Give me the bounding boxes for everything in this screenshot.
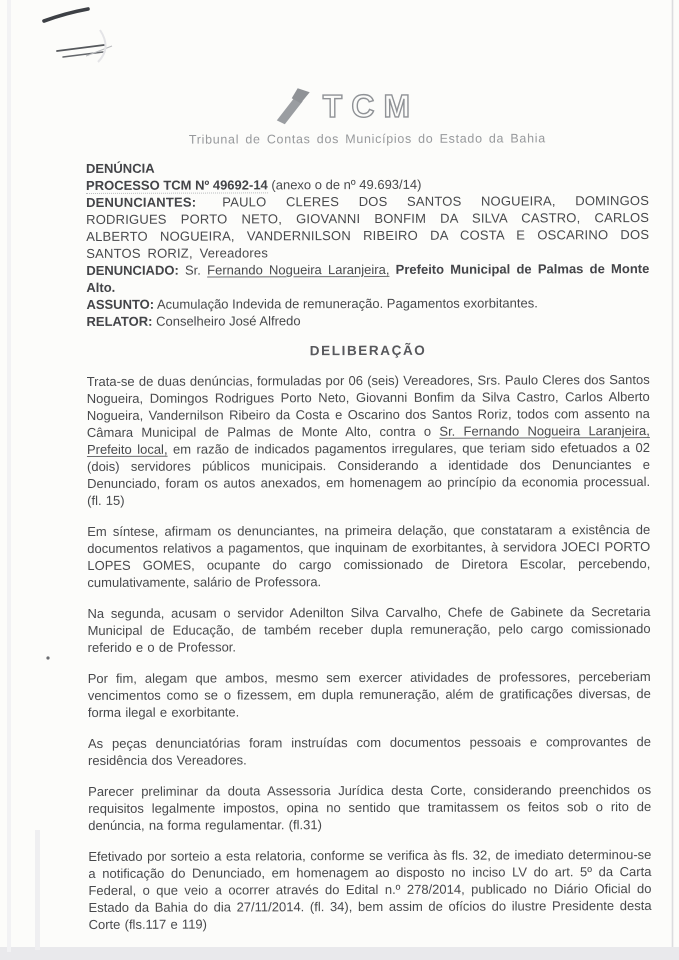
svg-text:TCM: TCM (322, 87, 419, 125)
denunciantes-label: DENUNCIANTES: (86, 194, 197, 210)
denuncia-label: DENÚNCIA (85, 160, 155, 176)
assunto-text: Acumulação Indevida de remuneração. Pagamentos exorbitantes. (154, 295, 538, 312)
denunciado-prefix: Sr. (178, 262, 208, 278)
denunciantes-line (86, 192, 649, 262)
process-metadata (86, 158, 650, 330)
assunto-line (86, 294, 649, 313)
paragraph-6: Parecer preliminar da douta Assessoria Jurídica desta Corte, considerando preenchidos os requisitos legalmente impostos, opina no sentido que tramitassem os feitos sob o rito de denúncia, na forma regulamentar. (fl.31) (88, 782, 652, 833)
assunto-label: ASSUNTO: (86, 296, 155, 312)
paragraph-1-text: Trata-se de duas denúncias, formuladas por 06 (seis) Vereadores, Srs. Paulo Cleres dos Santos Nogueira, Domingos Rodrigues Porto Neto, Giovanni Bonfim da Silva Castro, Carlos Alberto Nogueira, Vandernilson Ribeiro da Costa e Oscarino dos Santos Roriz, todos com assento na Câmara Municipal de Palmas de Monte Alto, contra o (86, 372, 650, 440)
pen-stroke-icon (44, 9, 88, 21)
paragraph-1-text: em razão de indicados pagamentos irregulares, que teriam sido efetuados a 02 (dois) servidores públicos municipais. Considerando a identidade dos Denunciantes e Denunciado, foram os autos anexados, em homenagem ao princípio da economia processual. (fl. 15) (86, 440, 651, 508)
paragraph-3: Na segunda, acusam o servidor Adenilton Silva Carvalho, Chefe de Gabinete da Secretaria Municipal de Educação, de também receber dupla remuneração, pelo cargo comissionado referido e o de Professor. (87, 604, 651, 655)
relator-text: Conselheiro José Alfredo (152, 313, 301, 329)
deliberacao-body (87, 371, 652, 933)
tcm-logo-icon (264, 84, 470, 127)
paragraph-1-underlined: Sr. Fernando Nogueira Laranjeira, Prefeito local, (86, 423, 650, 457)
denuncia-heading (86, 158, 649, 177)
scan-left-streak (7, 0, 11, 952)
deliberacao-title: DELIBERAÇÃO (309, 342, 427, 359)
paragraph-1 (87, 371, 650, 509)
relator-label: RELATOR: (86, 313, 153, 329)
denunciado-title: Prefeito Municipal de Palmas de Monte Alto. (86, 261, 650, 295)
denunciado-line (86, 260, 649, 296)
denunciado-name: Fernando Nogueira Laranjeira, (207, 261, 390, 278)
relator-line (86, 311, 649, 330)
paragraph-4: Por fim, alegam que ambos, mesmo sem exercer atividades de professores, perceberiam vencimentos como se o fizessem, em dupla remuneração, além de gratificações diversas, de forma ilegal e exorbitante. (87, 669, 651, 720)
processo-number: PROCESSO TCM Nº 49692-14 (85, 177, 268, 193)
processo-annex: (anexo o de nº 49.693/14) (267, 176, 422, 193)
scan-bottom-edge (0, 947, 679, 960)
processo-line (86, 175, 649, 194)
scan-left-smudge (35, 830, 40, 950)
ink-dot-icon (46, 656, 49, 659)
tribunal-subtitle: Tribunal de Contas dos Municípios do Estado da Bahia (188, 131, 546, 147)
denunciado-label: DENUNCIADO: (86, 262, 179, 278)
paragraph-7: Efetivado por sorteio a esta relatoria, conforme se verifica às fls. 32, de imediato determinou-se a notificação do Denunciado, em homenagem ao disposto no inciso LV do art. 5º da Carta Federal, o que veio a ocorrer através do Edital n.º 278/2014, publicado no Diário Oficial do Estado da Bahia do dia 27/11/2014. (fl. 34), bem assim de ofícios do ilustre Presidente desta Corte (fls.117 e 119) (88, 847, 652, 932)
paragraph-5: As peças denunciatórias foram instruídas com documentos pessoais e comprovantes de residência dos Vereadores. (87, 734, 651, 768)
document-content (85, 0, 651, 933)
paragraph-2: Em síntese, afirmam os denunciantes, na primeira delação, que constataram a existência de documentos relativos a pagamentos, que inquinam de exorbitantes, à servidora JOECI PORTO LOPES GOMES, ocupante do cargo comissionado de Diretora Escolar, percebendo, cumulativamente, salário de Professora. (87, 522, 651, 590)
denunciantes-names: PAULO CLERES DOS SANTOS NOGUEIRA, DOMINGOS RODRIGUES PORTO NETO, GIOVANNI BONFIM DA SILVA CASTRO, CARLOS ALBERTO NOGUEIRA, VANDERNILSON RIBEIRO DA COSTA E OSCARINO DOS SANTOS RORIZ, Vereadores (86, 193, 650, 261)
letterhead (86, 83, 649, 147)
